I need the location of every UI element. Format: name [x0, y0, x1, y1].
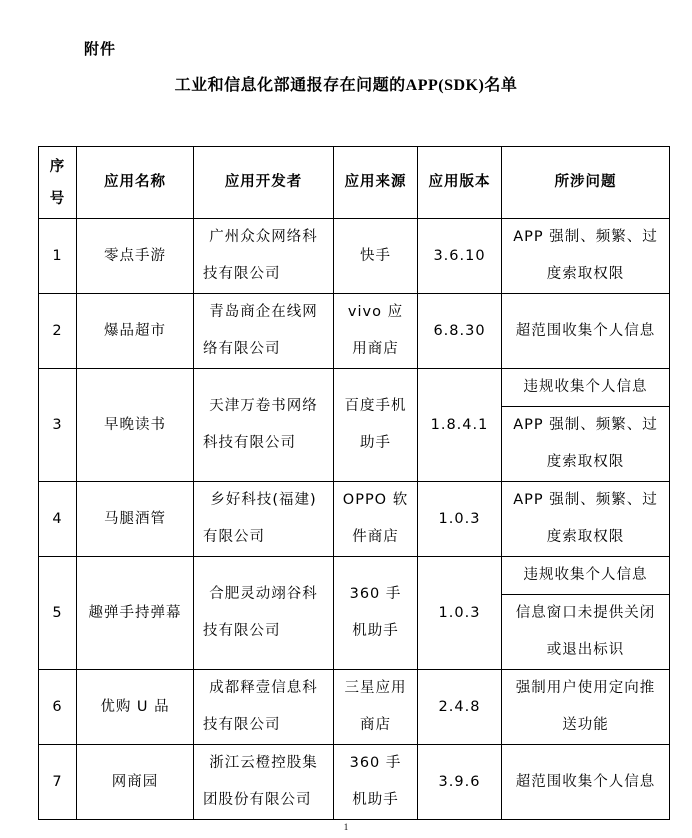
- table-row: [39, 219, 670, 294]
- cell-app-name: 早晚读书: [77, 369, 194, 482]
- cell-version: 1.8.4.1: [418, 369, 502, 482]
- cell-source: vivo 应用商店: [334, 294, 418, 369]
- cell-source: 快手: [334, 219, 418, 294]
- table-row: [39, 557, 670, 595]
- cell-seq: 3: [39, 369, 77, 482]
- cell-issue: 强制用户使用定向推送功能: [502, 670, 670, 745]
- cell-developer: 青岛商企在线网络有限公司: [194, 294, 334, 369]
- document-title: 工业和信息化部通报存在问题的APP(SDK)名单: [174, 77, 518, 94]
- col-header-source: 应用来源: [334, 147, 418, 219]
- col-header-seq: 序 号: [39, 147, 77, 219]
- cell-seq: 1: [39, 219, 77, 294]
- cell-issue: APP 强制、频繁、过度索取权限: [502, 407, 670, 482]
- cell-issue: APP 强制、频繁、过度索取权限: [502, 482, 670, 557]
- col-header-developer: 应用开发者: [194, 147, 334, 219]
- cell-version: 2.4.8: [418, 670, 502, 745]
- page-number: 1: [343, 822, 349, 832]
- cell-developer: 广州众众网络科技有限公司: [194, 219, 334, 294]
- cell-app-name: 零点手游: [77, 219, 194, 294]
- cell-seq: 5: [39, 557, 77, 670]
- cell-app-name: 爆品超市: [77, 294, 194, 369]
- cell-version: 1.0.3: [418, 557, 502, 670]
- table-row: [39, 670, 670, 745]
- cell-app-name: 网商园: [77, 745, 194, 820]
- table-row: [39, 369, 670, 407]
- cell-developer: 浙江云橙控股集团股份有限公司: [194, 745, 334, 820]
- cell-issue: 违规收集个人信息: [502, 557, 670, 595]
- cell-source: 百度手机助手: [334, 369, 418, 482]
- cell-source: 三星应用商店: [334, 670, 418, 745]
- table-row: [39, 745, 670, 820]
- cell-version: 3.9.6: [418, 745, 502, 820]
- cell-seq: 7: [39, 745, 77, 820]
- cell-seq: 4: [39, 482, 77, 557]
- attachment-label: 附件: [84, 40, 117, 58]
- table-row: [39, 482, 670, 557]
- cell-issue: 超范围收集个人信息: [502, 294, 670, 369]
- cell-issue: APP 强制、频繁、过度索取权限: [502, 219, 670, 294]
- cell-source: 360 手机助手: [334, 557, 418, 670]
- cell-app-name: 马腿酒管: [77, 482, 194, 557]
- cell-issue: 信息窗口未提供关闭或退出标识: [502, 595, 670, 670]
- cell-issue: 违规收集个人信息: [502, 369, 670, 407]
- cell-developer: 合肥灵动翊谷科技有限公司: [194, 557, 334, 670]
- table-row: [39, 294, 670, 369]
- cell-app-name: 优购 U 品: [77, 670, 194, 745]
- cell-version: 3.6.10: [418, 219, 502, 294]
- cell-seq: 6: [39, 670, 77, 745]
- cell-source: OPPO 软件商店: [334, 482, 418, 557]
- cell-version: 1.0.3: [418, 482, 502, 557]
- col-header-version: 应用版本: [418, 147, 502, 219]
- cell-developer: 乡好科技(福建)有限公司: [194, 482, 334, 557]
- col-header-issue: 所涉问题: [502, 147, 670, 219]
- cell-app-name: 趣弹手持弹幕: [77, 557, 194, 670]
- app-list-table: [38, 146, 670, 820]
- cell-issue: 超范围收集个人信息: [502, 745, 670, 820]
- col-header-name: 应用名称: [77, 147, 194, 219]
- cell-developer: 成都释壹信息科技有限公司: [194, 670, 334, 745]
- cell-source: 360 手机助手: [334, 745, 418, 820]
- cell-developer: 天津万卷书网络科技有限公司: [194, 369, 334, 482]
- cell-version: 6.8.30: [418, 294, 502, 369]
- cell-seq: 2: [39, 294, 77, 369]
- table-header-row: [39, 147, 670, 219]
